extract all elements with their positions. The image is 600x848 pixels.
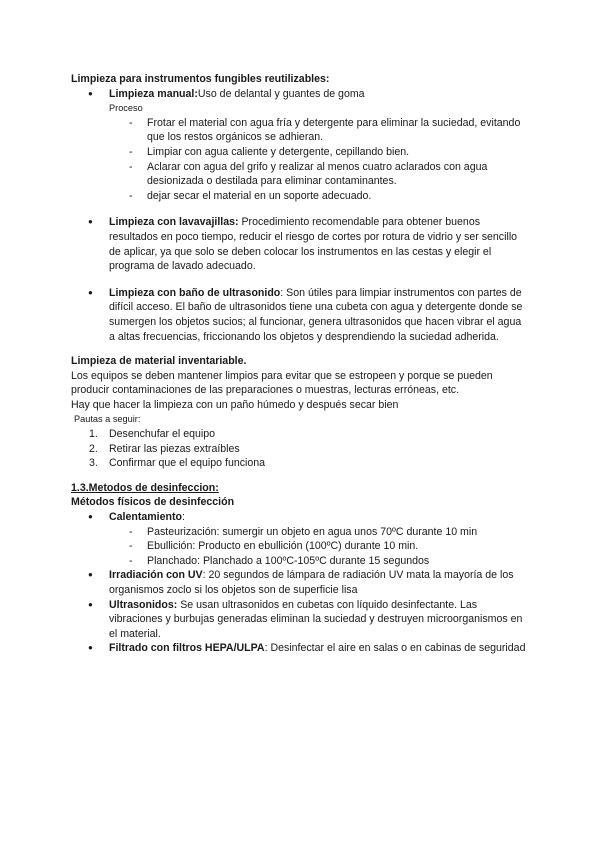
filtrado-hepa-label: Filtrado con filtros HEPA/ULPA — [109, 642, 265, 655]
proceso-step: - Aclarar con agua del grifo y realizar al menos cuatro aclarados con agua desionizada o destilada para eliminar contaminantes. — [71, 160, 527, 189]
calentamiento-item: - Ebullición: Producto en ebullición (100ºC) durante 10 min. — [71, 539, 527, 554]
bullet-limpieza-manual — [71, 87, 527, 102]
ultrasonido-text: : Son útiles para limpiar instrumentos con partes de difícil acceso. El baño de ultrasonidos tiene una cubeta con agua y detergente donde se sumergen los objetos sucios; al funcionar, genera ultrasonidos que hacen vibrar el agua a altas frecuencias, friccionando los objetos y desprendiendo la suciedad adherida. — [109, 286, 523, 343]
bullet-filtrado-hepa — [71, 641, 527, 656]
filtrado-hepa-text: : Desinfectar el aire en salas o en cabinas de seguridad — [264, 642, 526, 655]
lavavajillas-text: Procedimiento recomendable para obtener buenos resultados en poco tiempo, reducir el riesgo de cortes por rotura de vidrio y ser sencillo de aplicar, ya que solo se deben colocar los instrumentos en las cestas y elegir el programa de lavado adecuado. — [109, 216, 518, 273]
section-title-inventariable: Limpieza de material inventariable. — [71, 355, 247, 368]
bullet-ultrasonido — [71, 286, 527, 344]
calentamiento-item: - Planchado: Planchado a 100ºC-105ºC durante 15 segundos — [71, 554, 527, 569]
bullet-calentamiento: ● Calentamiento: — [71, 510, 527, 525]
document-page — [71, 72, 527, 656]
subheading-metodos-fisicos: Métodos físicos de desinfección — [71, 496, 235, 509]
irradiacion-uv-text: : 20 segundos de lámpara de radiación UV mata la mayoría de los organismos zoclo si los objetos son de superficie lisa — [109, 569, 514, 596]
inventariable-paragraph: Los equipos se deben mantener limpios para evitar que se estropeen y porque se pueden producir contaminaciones de las preparaciones o muestras, lecturas erróneas, etc. — [71, 369, 493, 397]
proceso-step: - Limpiar con agua caliente y detergente, cepillando bien. — [71, 145, 527, 160]
lavavajillas-label: Limpieza con lavavajillas: — [109, 216, 239, 229]
pautas-item: 1. Desenchufar el equipo — [89, 428, 216, 441]
pautas-item: 2. Retirar las piezas extraíbles — [89, 442, 240, 455]
section-heading-desinfeccion: 1.3.Metodos de desinfeccion: — [71, 481, 219, 494]
pautas-item: 3. Confirmar que el equipo funciona — [89, 457, 266, 470]
proceso-step: - Frotar el material con agua fría y detergente para eliminar la suciedad, evitando que los restos orgánicos se adhieran. — [71, 116, 527, 145]
irradiacion-uv-label: Irradiación con UV — [109, 569, 203, 582]
calentamiento-label: Calentamiento — [109, 511, 182, 524]
limpieza-manual-text: Uso de delantal y guantes de goma — [197, 87, 365, 100]
calentamiento-item: - Pasteurización: sumergir un objeto en agua unos 70ºC durante 10 min — [71, 525, 527, 540]
pautas-label: Pautas a seguir: — [74, 414, 141, 425]
bullet-lavavajillas — [71, 215, 527, 273]
bullet-irradiacion-uv — [71, 568, 527, 597]
ultrasonidos-text: Se usan ultrasonidos en cubetas con líquido desinfectante. Las vibraciones y burbujas generadas eliminan la suciedad y destruyen microorganismos en el material. — [109, 598, 523, 640]
inventariable-paragraph-2: Hay que hacer la limpieza con un paño húmedo y después secar bien — [71, 398, 399, 411]
limpieza-manual-label: Limpieza manual: — [109, 87, 198, 100]
ultrasonidos-label: Ultrasonidos: — [109, 598, 178, 611]
proceso-step: - dejar secar el material en un soporte adecuado. — [71, 189, 527, 204]
bullet-ultrasonidos — [71, 598, 527, 642]
section-title-fungibles: Limpieza para instrumentos fungibles reutilizables: — [71, 73, 330, 85]
proceso-label: Proceso — [109, 103, 143, 114]
ultrasonido-label: Limpieza con baño de ultrasonido — [109, 286, 281, 299]
